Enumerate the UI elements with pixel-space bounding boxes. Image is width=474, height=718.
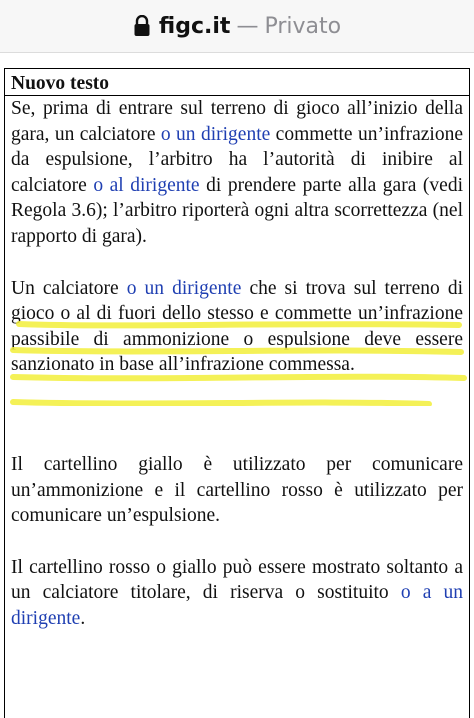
paragraph-text: Un calciatore <box>11 277 127 299</box>
paragraph-text: di prendere parte alla gara (vedi Regola 3.6); l’arbitro riporterà ogni altra scorrettezza (nel rapporto di gara). <box>11 174 463 247</box>
paragraph-3 <box>5 452 469 529</box>
paragraph-text: che si trova sul terreno di gioco o al di fuori dello stesso e commette un’infrazione passibile di ammonizione o espulsione deve essere sanzionato in base all’infrazione commessa. <box>11 277 463 376</box>
document-header: Nuovo testo <box>5 69 469 96</box>
address-bar[interactable] <box>0 0 474 53</box>
site-domain: figc.it <box>158 13 231 39</box>
paragraph-text: Il cartellino rosso o giallo può essere mostrato soltanto a un calciatore titolare, di riserva o sostituito <box>11 556 463 604</box>
paragraph-text: Il cartellino giallo è utilizzato per comunicare un’ammonizione e il cartellino rosso è utilizzato per comunicare un’espulsione. <box>11 453 463 527</box>
paragraph-text: commette un’infrazione da espulsione, l’arbitro ha l’autorità di inibire al calciatore <box>11 123 464 196</box>
document-box <box>4 68 470 718</box>
added-text-blue: o un dirigente <box>160 123 271 145</box>
added-text-blue: o al dirigente <box>93 174 200 196</box>
added-text-blue: o un dirigente <box>126 277 242 299</box>
paragraph-4 <box>5 555 469 632</box>
paragraph-2 <box>5 276 469 378</box>
paragraph-text: . <box>80 607 86 629</box>
added-text-blue: o a un dirigente <box>11 582 464 629</box>
paragraph-text: Se, prima di entrare sul terreno di gioco all’inizio della gara, un calciatore <box>11 98 463 145</box>
lock-icon <box>133 15 151 37</box>
paragraph-1 <box>5 96 469 250</box>
private-mode-label: Privato <box>264 13 342 39</box>
title-separator: — <box>236 13 259 39</box>
